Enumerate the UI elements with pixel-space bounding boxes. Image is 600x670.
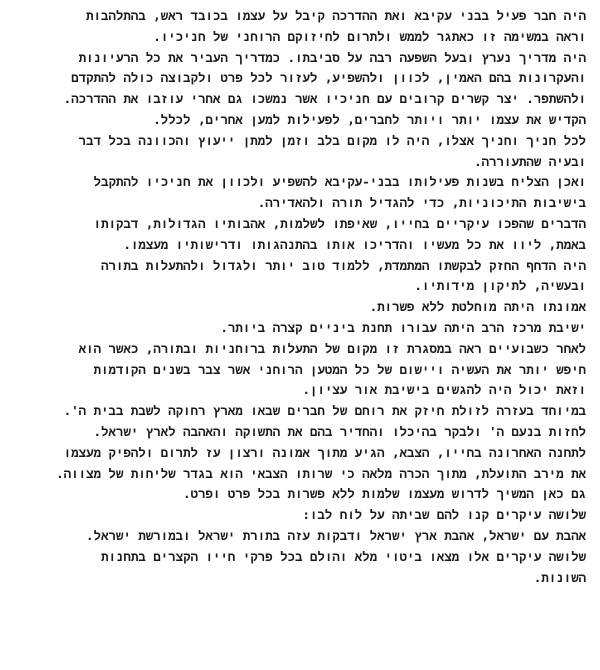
text-line: ובעשיה, לתיקון מידותיו.: [414, 278, 586, 294]
text-line: ישיבת מרכז הרב היתה עבורו תחנת ביניים קצרה ביותר.: [220, 319, 586, 335]
text-line: ולהשתפר. יצר קשרים קרובים עם חניכיו אשר נמשכו גם אחרי עוזבו את ההדרכה.: [63, 91, 586, 107]
text-line: ובעיה שהתעוררה.: [474, 153, 586, 169]
text-line: לאחר כשבועיים ראה במסגרת זו מקום של התעלות ברוחניות ובתורה, כאשר הוא: [78, 340, 586, 356]
text-line: וראה במשימה זו כאתגר לממש ולתרום לחיזוקם הרוחני של חניכיו.: [153, 28, 586, 44]
text-line: היה חבר פעיל בבני עקיבא ואת ההדרכה קיבל על עצמו בכובד ראש, בהתלהבות: [86, 8, 586, 23]
text-line: אהבת עם ישראל, אהבת ארץ ישראל ודבקות עזה בתורת ישראל ובמורשת ישראל.: [86, 527, 586, 543]
text-line: הקדיש את עצמו יותר ויותר לחברים, לפעילות למען אחרים, לכלל.: [153, 111, 586, 127]
text-line: גם כאן המשיך לדרוש מעצמו שלמות ללא פשרות בכל פרט ופרט.: [183, 486, 586, 502]
text-line: במיוחד בעזרה לזולת חיזק את רוחם של חברים שבאו מארץ רחוקה לשבת בבית ה'.: [63, 403, 586, 419]
text-line: ואכן הצליח בשנות פעילותו בבני-עקיבא להשפיע ולכוון את חניכיו להתקבל: [93, 174, 586, 190]
text-line: את מירב התועלת, מתוך הכרה מלאה כי שרותו הצבאי הוא בגדר שליחות של מצווה.: [56, 465, 586, 481]
text-line: בישיבות התיכוניות, כדי להגדיל תורה ולהאדירה.: [257, 195, 586, 211]
text-line: לחזות בנעם ה' ולבקר בהיכלו והחדיר בהם את התשוקה והאהבה לארץ ישראל.: [93, 423, 586, 439]
text-line: לכל חניך וחניך אצלו, היה לו מקום בלב וזמן למתן ייעוץ והכוונה בכל דבר: [78, 132, 586, 148]
text-line: היה הדחף החזק לבקשתו המתמדת, ללמוד טוב יותר ולגדול ולהתעלות בתורה: [100, 257, 586, 273]
text-line: שלושה עיקרים אלו מצאו ביטוי מלא והולם בכל פרקי חייו הקצרים בתחנות: [100, 548, 586, 564]
text-line: הדברים שהפכו עיקריים בחייו, שאיפתו לשלמות, אהבותיו הגדולות, דבקותו: [93, 215, 586, 231]
text-line: היה מדריך נערץ ובעל השפעה רבה על סביבתו. כמדריך העביר את כל הרעיונות: [78, 49, 586, 65]
text-line: שלושה עיקרים קנו להם שביתה על לוח לבו:: [302, 507, 586, 523]
text-line: וזאת יכול היה להגשים בישיבת אור עציון.: [302, 382, 586, 398]
text-line: והעקרונות בהם האמין, לכוון ולהשפיע, לעזור לכל פרט ולקבוצה כולה להתקדם: [71, 70, 586, 86]
text-line: אמונתו היתה מוחלטת ללא פשרות.: [369, 299, 586, 315]
text-line: לתחנה האחרונה בחייו, הצבא, הגיע מתוך אמונה ורצון עז לתרום ולהפיק מעצמו: [63, 444, 586, 460]
text-line: השונות.: [533, 569, 586, 585]
text-line: באמת, ליוו את כל מעשיו והדריכו אותו בהתנהגותו ודרישותיו מעצמו.: [123, 236, 586, 252]
text-line: חיפש יותר את העשיה ויישום של כל המטען הרוחני אשר צבר בשנים הקודמות: [93, 361, 586, 377]
